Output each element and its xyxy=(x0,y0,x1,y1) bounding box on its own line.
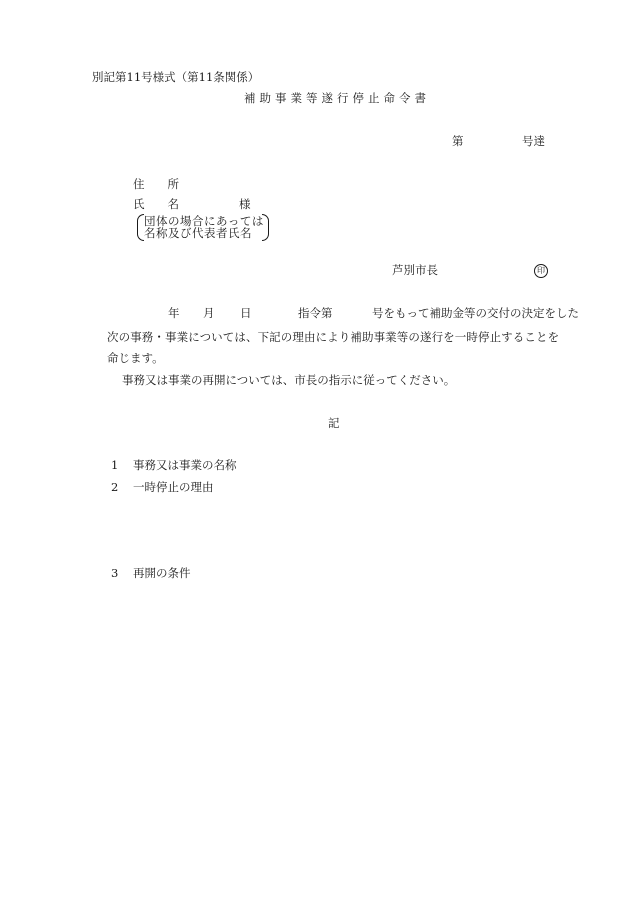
body-line3: 命じます。 xyxy=(107,351,164,365)
document-title: 補助事業等遂行停止命令書 xyxy=(244,91,430,105)
date-year: 年 xyxy=(168,306,180,320)
honorific: 様 xyxy=(239,197,251,211)
item-text: 再開の条件 xyxy=(133,566,191,580)
body-line1: 号をもって補助金等の交付の決定をした xyxy=(372,306,579,320)
form-label: 別記第11号様式（第11条関係） xyxy=(92,70,260,84)
issuer-title: 芦別市長 xyxy=(392,263,438,277)
item-number: 1 xyxy=(111,458,119,472)
item-text: 一時停止の理由 xyxy=(133,480,214,494)
date-month: 月 xyxy=(203,306,215,320)
address-label: 住 所 xyxy=(133,177,179,191)
organization-note-line2: 名称及び代表者氏名 xyxy=(144,226,252,240)
item-number: 2 xyxy=(111,480,119,494)
right-paren xyxy=(262,214,269,241)
body-line2: 次の事務・事業については、下記の理由により補助事業等の遂行を一時停止することを xyxy=(107,330,560,344)
doc-number-goutatsu: 号達 xyxy=(522,134,545,148)
item-text: 事務又は事業の名称 xyxy=(133,458,237,472)
ref-prefix: 指令第 xyxy=(298,306,333,320)
date-day: 日 xyxy=(240,306,252,320)
left-paren xyxy=(137,214,144,241)
name-label: 氏 名 xyxy=(133,197,179,211)
doc-number-dai: 第 xyxy=(452,134,464,148)
item-number: 3 xyxy=(111,566,119,580)
seal-icon: 印 xyxy=(534,264,548,278)
body-line4: 事務又は事業の再開については、市長の指示に従ってください。 xyxy=(122,373,456,387)
organization-note-line1: 団体の場合にあっては xyxy=(144,214,264,228)
ki-heading: 記 xyxy=(328,416,340,430)
organization-note xyxy=(137,214,269,240)
